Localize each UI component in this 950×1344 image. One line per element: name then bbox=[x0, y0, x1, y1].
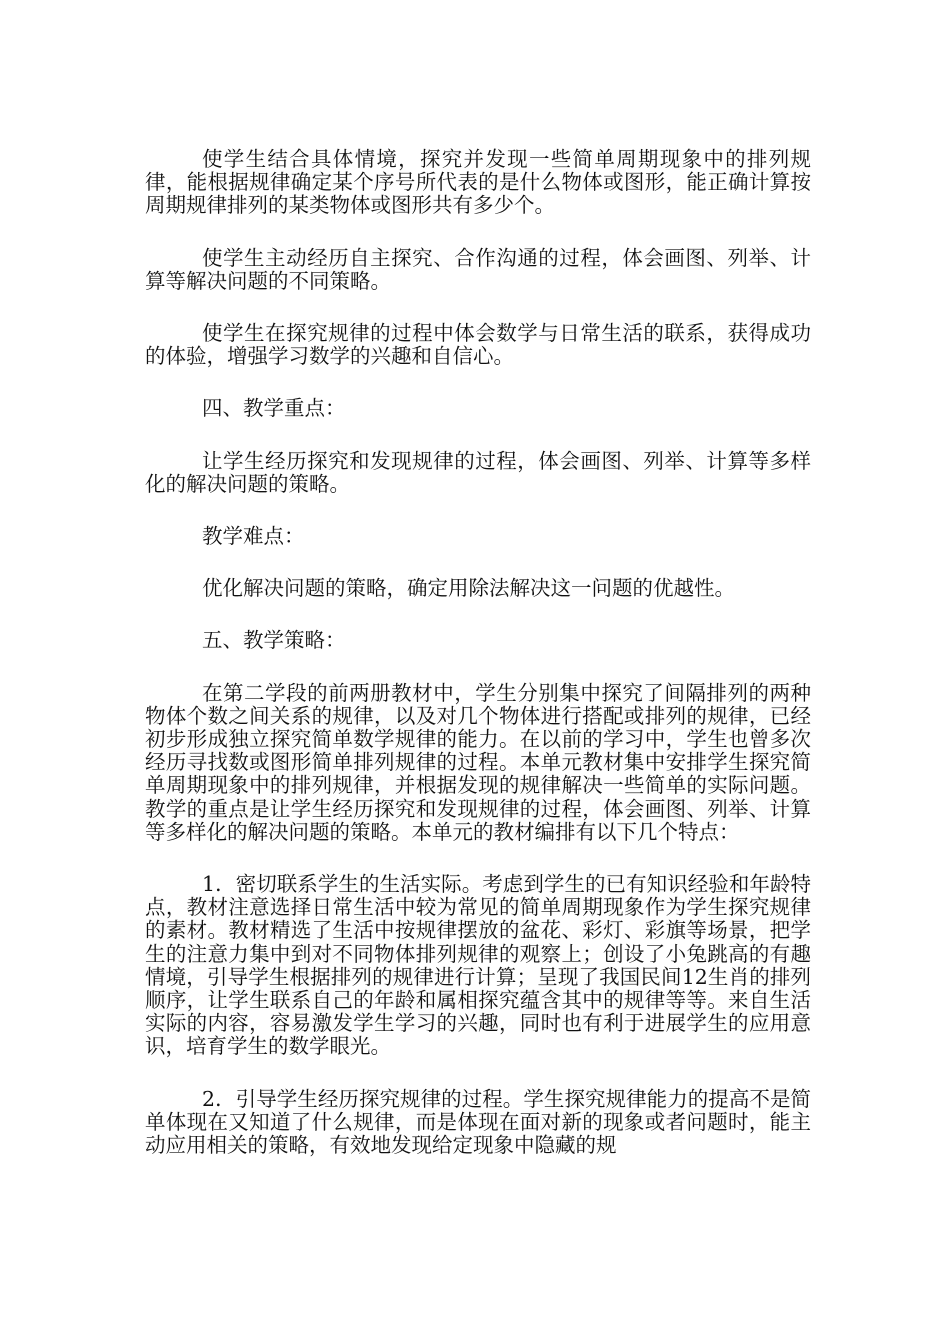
heading-teaching-difficulty: 教学难点： bbox=[202, 524, 305, 549]
paragraph-feature-1: 1．密切联系学生的生活实际。考虑到学生的已有知识经验和年龄特点，教材注意选择日常生活中较为常见的简单周期现象作为学生探究规律的素材。教材精选了生活中按规律摆放的盆花、彩灯、彩旗等场景，把学生的注意力集中到对不同物体排列规律的观察上；创设了小兔跳高的有趣情境，引导学生根据排列的规律进行计算；呈现了我国民间12生肖的排列顺序，让学生联系自己的年龄和属相探究蕴含其中的规律等等。来自生活实际的内容，容易激发学生学习的兴趣，同时也有利于进展学生的应用意识，培育学生的数学眼光。 bbox=[145, 872, 811, 1059]
document-body bbox=[145, 148, 811, 1186]
heading-teaching-strategy: 五、教学策略： bbox=[202, 628, 346, 653]
paragraph-teaching-difficulty: 优化解决问题的策略，确定用除法解决这一问题的优越性。 bbox=[202, 576, 735, 601]
paragraph-objective-1: 使学生结合具体情境，探究并发现一些简单周期现象中的排列规律，能根据规律确定某个序号所代表的是什么物体或图形，能正确计算按周期规律排列的某类物体或图形共有多少个。 bbox=[145, 147, 811, 218]
paragraph-feature-2: 2．引导学生经历探究规律的过程。学生探究规律能力的提高不是简单体现在又知道了什么规律，而是体现在面对新的现象或者问题时，能主动应用相关的策略，有效地发现给定现象中隐藏的规 bbox=[145, 1086, 811, 1158]
paragraph-objective-2: 使学生主动经历自主探究、合作沟通的过程，体会画图、列举、计算等解决问题的不同策略。 bbox=[145, 245, 811, 293]
heading-teaching-focus: 四、教学重点： bbox=[202, 396, 346, 421]
paragraph-strategy-intro: 在第二学段的前两册教材中，学生分别集中探究了间隔排列的两种物体个数之间关系的规律，以及对几个物体进行搭配或排列的规律，已经初步形成独立探究简单数学规律的能力。在以前的学习中，学生也曾多次经历寻找数或图形简单排列规律的过程。本单元教材集中安排学生探究简单周期现象中的排列规律，并根据发现的规律解决一些简单的实际问题。教学的重点是让学生经历探究和发现规律的过程，体会画图、列举、计算等多样化的解决问题的策略。本单元的教材编排有以下几个特点： bbox=[145, 680, 811, 844]
paragraph-teaching-focus: 让学生经历探究和发现规律的过程，体会画图、列举、计算等多样化的解决问题的策略。 bbox=[145, 448, 811, 496]
paragraph-objective-3: 使学生在探究规律的过程中体会数学与日常生活的联系，获得成功的体验，增强学习数学的兴趣和自信心。 bbox=[145, 321, 811, 369]
